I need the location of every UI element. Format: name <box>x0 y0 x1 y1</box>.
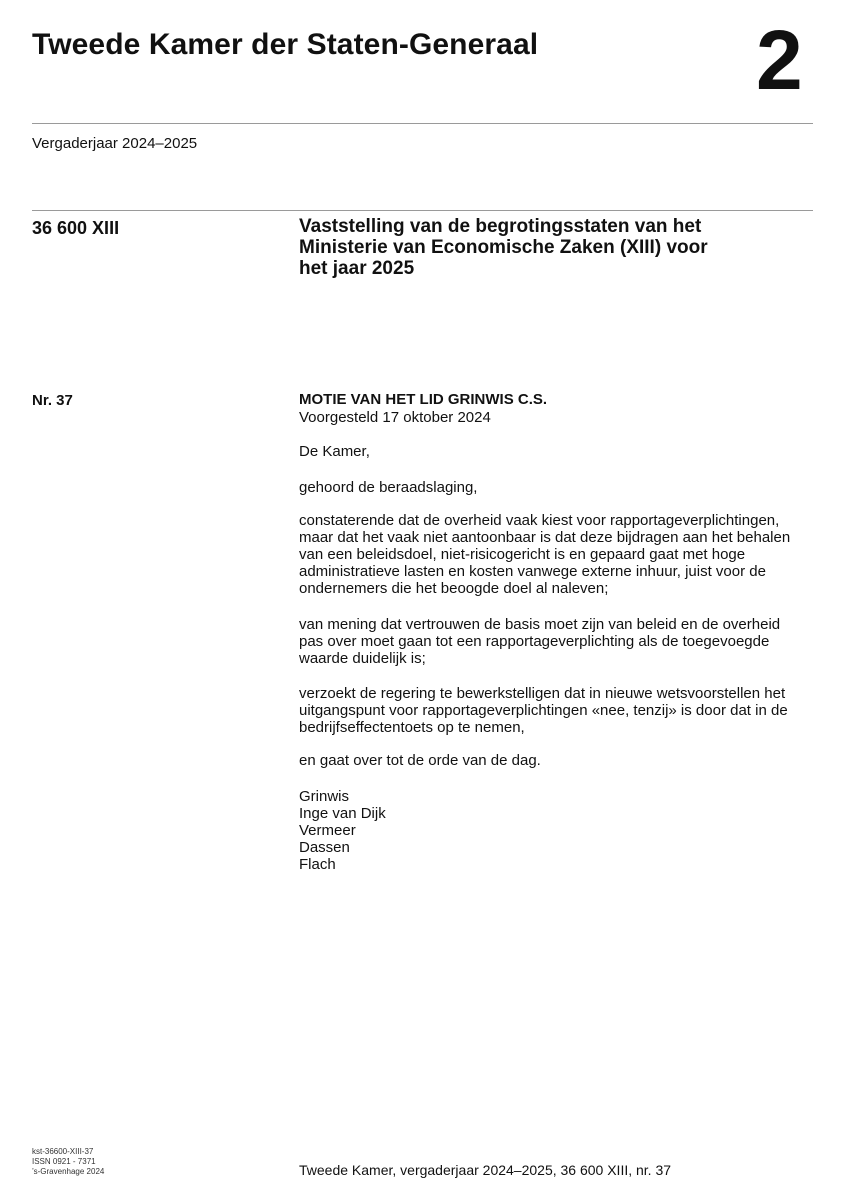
footer-meta-line: kst-36600-XIII-37 <box>32 1147 94 1156</box>
dossier-title-line: Vaststelling van de begrotingsstaten van het <box>299 216 702 237</box>
document-number: Nr. 37 <box>32 392 73 409</box>
header-divider <box>32 123 813 124</box>
proposed-date: Voorgesteld 17 oktober 2024 <box>299 409 491 426</box>
dossier-number: 36 600 XIII <box>32 218 120 238</box>
signatory: Grinwis <box>299 788 350 805</box>
footer-reference: Tweede Kamer, vergaderjaar 2024–2025, 36 600 XIII, nr. 37 <box>299 1162 672 1178</box>
request-clause <box>299 685 819 736</box>
signatory: Vermeer <box>299 822 356 839</box>
signatories-list <box>299 788 819 873</box>
closing-clause: en gaat over tot de orde van de dag. <box>299 752 541 769</box>
dossier-title-line: het jaar 2025 <box>299 258 415 279</box>
signatory: Flach <box>299 856 336 873</box>
footer-meta-line: ISSN 0921 - 7371 <box>32 1157 96 1166</box>
signatory: Inge van Dijk <box>299 805 386 822</box>
clause-line: pas over moet gaan tot een rapportageverplichting als de toegevoegde <box>299 633 770 650</box>
dossier-divider <box>32 210 813 211</box>
clause-line: waarde duidelijk is; <box>299 650 426 667</box>
clause-line: ondernemers die het beoogde doel al naleven; <box>299 580 609 597</box>
clause-line: van mening dat vertrouwen de basis moet zijn van beleid en de overheid <box>299 616 781 633</box>
clause-line: constaterende dat de overheid vaak kiest voor rapportageverplichtingen, <box>299 512 780 529</box>
motion-heading: MOTIE VAN HET LID GRINWIS C.S. <box>299 391 548 408</box>
opinion-clause <box>299 616 819 667</box>
considering-clause <box>299 512 819 597</box>
clause-line: bedrijfseffectentoets op te nemen, <box>299 719 525 736</box>
dossier-title <box>299 216 799 279</box>
footer-metadata <box>32 1147 104 1177</box>
addressee: De Kamer, <box>299 443 370 460</box>
chamber-number: 2 <box>756 13 803 107</box>
publication-title: Tweede Kamer der Staten-Generaal <box>32 28 539 61</box>
clause-line: administratieve lasten en kosten vanwege externe inhuur, juist voor de <box>299 563 766 580</box>
heard-clause: gehoord de beraadslaging, <box>299 479 478 496</box>
clause-line: maar dat het vaak niet aantoonbaar is dat deze bijdragen aan het behalen <box>299 529 791 546</box>
clause-line: uitgangspunt voor rapportageverplichtingen «nee, tenzij» is door dat in de <box>299 702 788 719</box>
signatory: Dassen <box>299 839 350 856</box>
dossier-title-line: Ministerie van Economische Zaken (XIII) voor <box>299 237 708 258</box>
clause-line: verzoekt de regering te bewerkstelligen dat in nieuwe wetsvoorstellen het <box>299 685 786 702</box>
clause-line: van een beleidsdoel, niet-risicogericht is en gepaard gaat met hoge <box>299 546 746 563</box>
footer-meta-line: ’s-Gravenhage 2024 <box>32 1167 105 1176</box>
session-year: Vergaderjaar 2024–2025 <box>32 135 198 152</box>
